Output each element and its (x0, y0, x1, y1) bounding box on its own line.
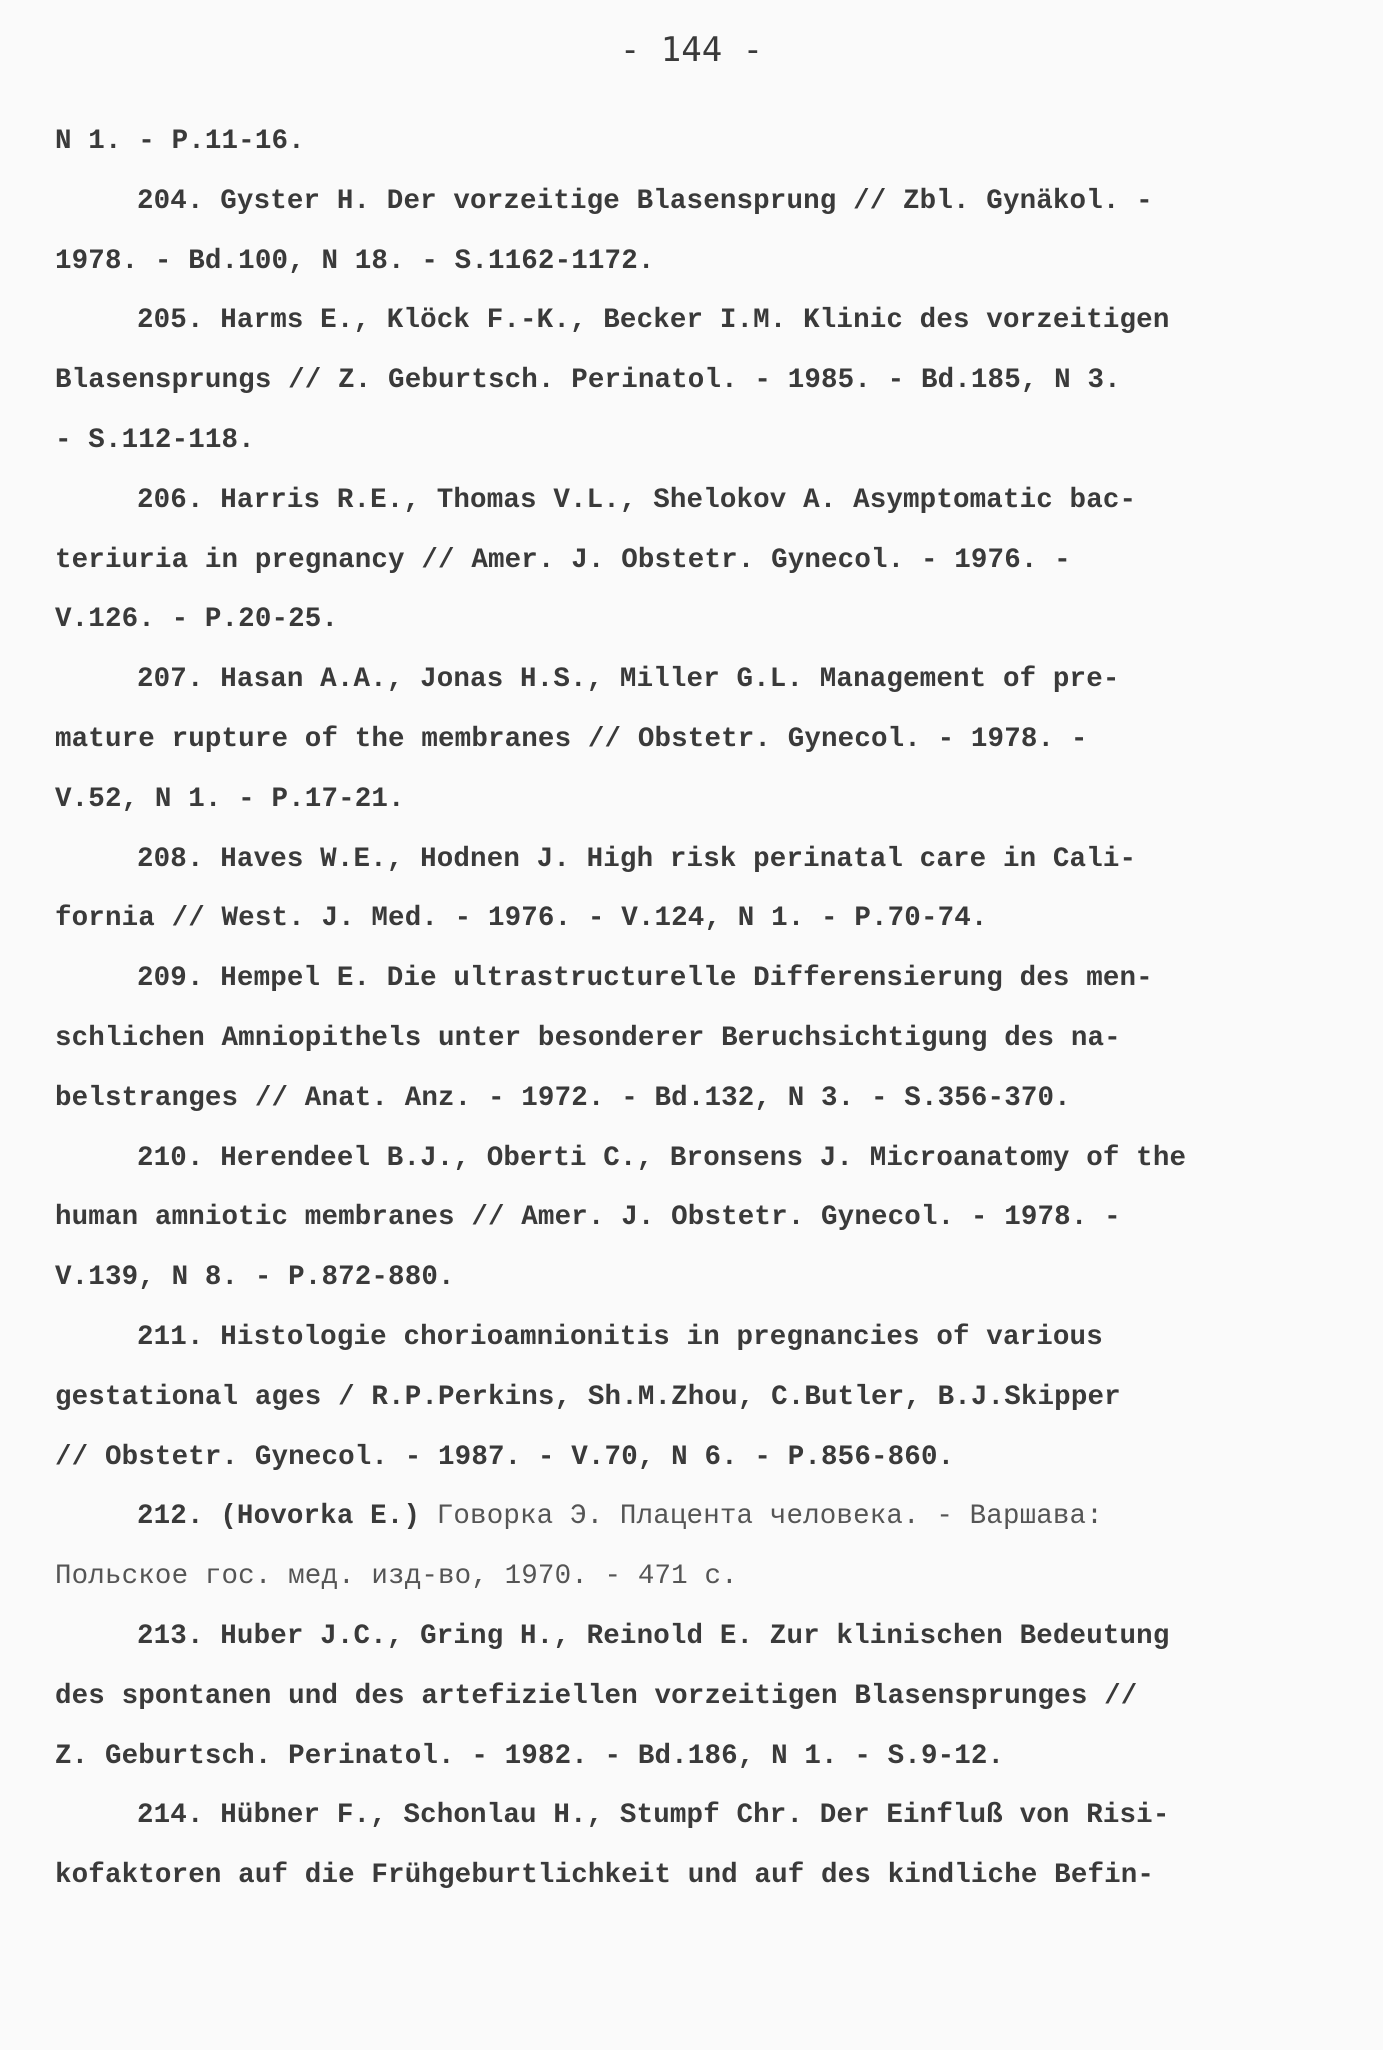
reference-line (55, 1487, 1345, 1547)
reference-line: // Obstetr. Gynecol. - 1987. - V.70, N 6. - P.856-860. (55, 1441, 955, 1473)
reference-line: fornia // West. J. Med. - 1976. - V.124, N 1. - P.70-74. (55, 903, 988, 935)
reference-line: V.126. - P.20-25. (55, 604, 339, 636)
reference-entry (55, 650, 1345, 829)
reference-entry (55, 1786, 1345, 1906)
reference-line: teriuria in pregnancy // Amer. J. Obstetr. Gynecol. - 1976. - (55, 544, 1071, 576)
page-number: - 144 - (619, 30, 764, 70)
reference-entry (55, 471, 1345, 650)
reference-entry (55, 949, 1345, 1128)
reference-line: N 1. - P.11-16. (55, 126, 305, 157)
reference-cyrillic-part: Польское гос. мед. изд-во, 1970. - 471 с. (55, 1561, 738, 1593)
reference-line: mature rupture of the membranes // Obstetr. Gynecol. - 1978. - (55, 723, 1088, 755)
reference-line: V.52, N 1. - P.17-21. (55, 783, 405, 815)
reference-bold-part: 212. (Hovorka E.) (137, 1501, 437, 1533)
reference-line: 214. Hübner F., Schonlau H., Stumpf Chr. Der Einfluß von Risi- (137, 1800, 1170, 1832)
reference-line: 205. Harms E., Klöck F.-K., Becker I.M. Klinic des vorzeitigen (137, 305, 1170, 337)
reference-entry (55, 291, 1345, 470)
reference-entry (55, 830, 1345, 950)
reference-line: 207. Hasan A.A., Jonas H.S., Miller G.L. Management of pre- (137, 664, 1120, 696)
reference-list (55, 112, 1345, 1906)
reference-line: schlichen Amniopithels unter besonderer Beruchsichtigung des na- (55, 1022, 1121, 1054)
reference-line: gestational ages / R.P.Perkins, Sh.M.Zhou, C.Butler, B.J.Skipper (55, 1381, 1121, 1413)
reference-entry (55, 1129, 1345, 1308)
reference-line: - S.112-118. (55, 424, 255, 456)
reference-line: human amniotic membranes // Amer. J. Obstetr. Gynecol. - 1978. - (55, 1202, 1121, 1234)
reference-line (55, 1547, 1345, 1607)
reference-line: Z. Geburtsch. Perinatol. - 1982. - Bd.186, N 1. - S.9-12. (55, 1740, 1005, 1772)
reference-line: 208. Haves W.E., Hodnen J. High risk perinatal care in Cali- (137, 843, 1137, 875)
reference-entry (55, 1607, 1345, 1786)
reference-line: belstranges // Anat. Anz. - 1972. - Bd.132, N 3. - S.356-370. (55, 1082, 1071, 1114)
reference-entry (55, 1487, 1345, 1607)
reference-line: 1978. - Bd.100, N 18. - S.1162-1172. (55, 245, 655, 277)
reference-line: des spontanen und des artefiziellen vorzeitigen Blasensprunges // (55, 1680, 1138, 1712)
reference-line: kofaktoren auf die Frühgeburtlichkeit und auf des kindliche Befin- (55, 1860, 1155, 1892)
reference-cyrillic-part: Говорка Э. Плацента человека. - Варшава: (436, 1501, 1103, 1533)
reference-line: Blasensprungs // Z. Geburtsch. Perinatol. - 1985. - Bd.185, N 3. (55, 365, 1121, 397)
reference-line: V.139, N 8. - P.872-880. (55, 1262, 455, 1294)
reference-line: 210. Herendeel B.J., Oberti C., Bronsens J. Microanatomy of the (137, 1142, 1187, 1174)
reference-entry (55, 172, 1345, 292)
reference-line: 204. Gyster H. Der vorzeitige Blasensprung // Zbl. Gynäkol. - (137, 185, 1153, 217)
reference-line: 213. Huber J.C., Gring H., Reinold E. Zur klinischen Bedeutung (137, 1620, 1170, 1652)
reference-line: 211. Histologie chorioamnionitis in pregnancies of various (137, 1321, 1103, 1353)
reference-line: 206. Harris R.E., Thomas V.L., Shelokov A. Asymptomatic bac- (137, 484, 1137, 516)
reference-entry (55, 1308, 1345, 1487)
reference-entry (55, 112, 1345, 172)
reference-line: 209. Hempel E. Die ultrastructurelle Differensierung des men- (137, 963, 1153, 995)
